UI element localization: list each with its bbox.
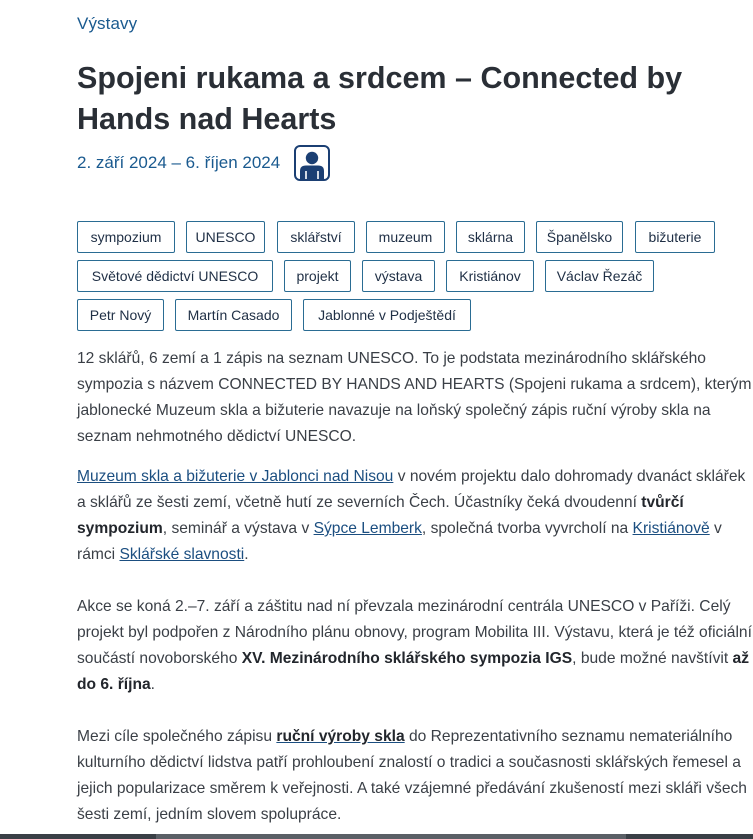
tag[interactable]: Světové dědictví UNESCO	[77, 260, 273, 292]
tag[interactable]: Petr Nový	[77, 299, 164, 331]
paragraph: 12 sklářů, 6 zemí a 1 zápis na seznam UNESCO. To je podstata mezinárodního sklářského sympozia s názvem CONNECTED BY HANDS AND HEARTS (Spojeni rukama a srdcem), kterým jablonecké Muzeum skla a bižuterie navazuje na loňský společný zápis ruční výroby skla na seznam nehmotného dědictví UNESCO.	[77, 350, 752, 445]
paragraph: Muzeum skla a bižuterie v Jablonci nad Nisou v novém projektu dalo dohromady dvanáct sklářek a sklářů ze šesti zemí, včetně hutí ze severních Čech. Účastníky čeká dvoudenní tvůrčí sympozium, seminář a výstava v Sýpce Lemberk, společná tvorba vyvrcholí na Kristiánově v rámci Sklářské slavnosti.	[77, 468, 746, 563]
scrollbar-thumb[interactable]	[156, 834, 626, 839]
tag[interactable]: sklárna	[456, 221, 525, 253]
tag[interactable]: bižuterie	[635, 221, 715, 253]
sklarske-slavnosti-link[interactable]: Sklářské slavnosti	[119, 546, 245, 563]
paragraph: Mezi cíle společného zápisu ruční výroby skla do Reprezentativního seznamu nemateriálního kulturního dědictví lidstva patří prohloubení znalostí o tradici a současnosti sklářských řemesel a jejich popularizace směrem k veřejnosti. A také vzájemné předávání zkušeností mezi skláři všech šesti zemí, jedním slovem spolupráce.	[77, 728, 747, 823]
tag[interactable]: Jablonné v Podještědí	[303, 299, 471, 331]
kristianov-link[interactable]: Kristiánově	[632, 520, 710, 537]
tag[interactable]: sklářství	[277, 221, 355, 253]
tag[interactable]: Španělsko	[536, 221, 623, 253]
paragraph: Akce se koná 2.–7. září a záštitu nad ní převzala mezinárodní centrála UNESCO v Paříži. Celý projekt byl podpořen z Národního plánu obnovy, program Mobilita III. Výstavu, která je též oficiální součástí novoborského XV. Mezinárodního sklářského sympozia IGS, bude možné navštívit až do 6. října.	[77, 598, 752, 693]
tag[interactable]: Martín Casado	[175, 299, 292, 331]
person-icon-button[interactable]	[294, 145, 330, 181]
tag[interactable]: projekt	[284, 260, 351, 292]
category-link[interactable]: Výstavy	[77, 14, 138, 33]
rucni-vyroba-skla-link[interactable]: ruční výroby skla	[276, 728, 405, 745]
page-title: Spojeni rukama a srdcem – Connected by Hands nad Hearts	[77, 61, 683, 136]
event-date-row	[77, 142, 330, 184]
person-icon	[298, 149, 326, 179]
tag[interactable]: sympozium	[77, 221, 175, 253]
tag[interactable]: Kristiánov	[446, 260, 534, 292]
tag[interactable]: výstava	[362, 260, 435, 292]
museum-link[interactable]: Muzeum skla a bižuterie v Jablonci nad Nisou	[77, 468, 394, 485]
tag[interactable]: Václav Řezáč	[545, 260, 654, 292]
tag[interactable]: UNESCO	[186, 221, 265, 253]
event-dates: 2. září 2024 – 6. říjen 2024	[77, 153, 281, 172]
tag[interactable]: muzeum	[366, 221, 445, 253]
horizontal-scrollbar[interactable]	[0, 834, 753, 839]
sypka-lemberk-link[interactable]: Sýpce Lemberk	[313, 520, 422, 537]
